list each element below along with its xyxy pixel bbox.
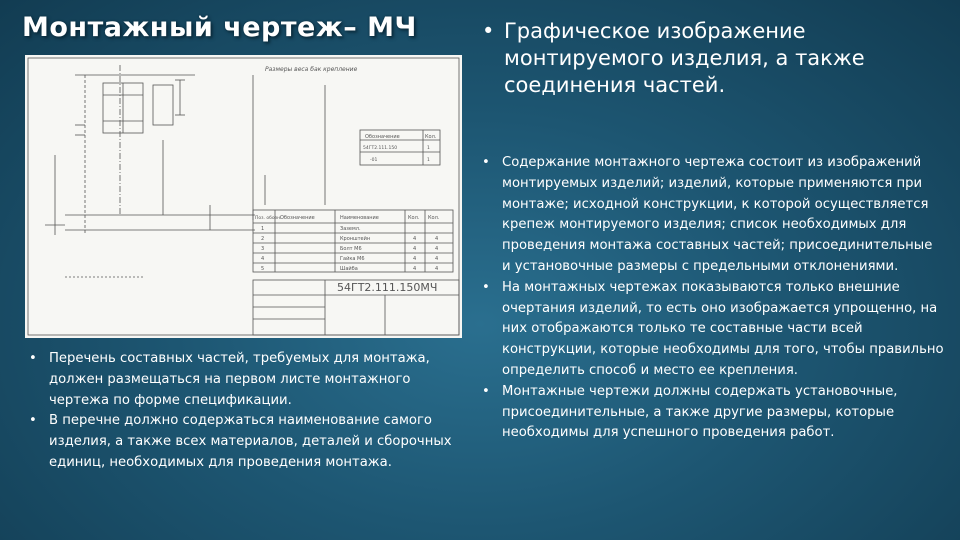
small-table-cell: -01 (370, 158, 378, 163)
left-bullet-list (25, 349, 465, 474)
spec-cell: 4 (413, 236, 417, 242)
spec-cell: 4 (435, 266, 439, 272)
spec-header: Обозначение (280, 215, 315, 221)
left-bullet-item: • В перечне должно содержаться наименование самого изделия, а также всех материалов, деталей и сборочных единиц, необходимых для проведения монтажа. (25, 411, 465, 473)
spec-cell: Заземл. (340, 226, 361, 232)
spec-cell: Кронштейн (340, 236, 371, 242)
assembly-view-side (153, 85, 173, 125)
drawing-svg (25, 55, 462, 338)
subtitle-text: Графическое изображение монтируемого изделия, а также соединения частей. (504, 19, 865, 97)
spec-cell: Гайка М6 (340, 256, 365, 262)
left-bullet-item: • Перечень составных частей, требуемых для монтажа, должен размещаться на первом листе монтажного чертежа по форме спецификации. (25, 349, 465, 411)
small-table-header-2: Кол. (425, 134, 437, 140)
small-table-cell: 1 (427, 158, 430, 163)
spec-cell: 3 (261, 246, 265, 252)
small-table-header-1: Обозначение (365, 134, 400, 140)
spec-cell: 4 (413, 246, 417, 252)
spec-cell: 2 (261, 236, 265, 242)
right-bullet-item: • На монтажных чертежах показываются только внешние очертания изделий, то есть оно изображается упрощенно, на них отображаются только те составные части всей конструкции, которые необходимы для того, чтобы правильно определить способ и место ее крепления. (478, 278, 944, 382)
right-bullet-item: • Монтажные чертежи должны содержать установочные, присоединительные, а также другие размеры, которые необходимы для успешного проведения работ. (478, 382, 944, 444)
spec-cell: 4 (413, 266, 417, 272)
right-bullet-list (478, 153, 944, 444)
spec-cell: 4 (261, 256, 265, 262)
spec-cell: 1 (261, 226, 265, 232)
small-table-cell: 54ГТ2.111.150 (363, 146, 398, 151)
spec-cell: 5 (261, 266, 265, 272)
slide-subtitle (482, 18, 960, 99)
subtitle-bullet: • (482, 19, 495, 43)
small-table-cell: 1 (427, 146, 430, 151)
spec-header: Поз. обозн. (255, 216, 282, 221)
spec-cell: Шайба (340, 266, 358, 272)
slide-title: Монтажный чертеж– МЧ (22, 12, 417, 43)
spec-header: Кол. (408, 215, 420, 221)
spec-cell: 4 (413, 256, 417, 262)
technical-drawing-image (25, 55, 462, 338)
right-bullet-item: • Содержание монтажного чертежа состоит из изображений монтируемых изделий; изделий, которые применяются при монтаже; исходной конструкции, к которой осуществляется крепеж монтируемого изделия; список необходимых для проведения монтажа составных частей; присоединительные и установочные размеры с предельными отклонениями. (478, 153, 944, 278)
drawing-top-note: Размеры веса бак крепление (265, 66, 358, 73)
spec-cell: 4 (435, 246, 439, 252)
spec-header: Кол. (428, 215, 440, 221)
spec-cell: 4 (435, 236, 439, 242)
drawing-code: 54ГТ2.111.150МЧ (337, 281, 438, 294)
spec-cell: 4 (435, 256, 439, 262)
spec-cell: Болт М6 (340, 246, 362, 252)
spec-header: Наименование (340, 215, 379, 221)
